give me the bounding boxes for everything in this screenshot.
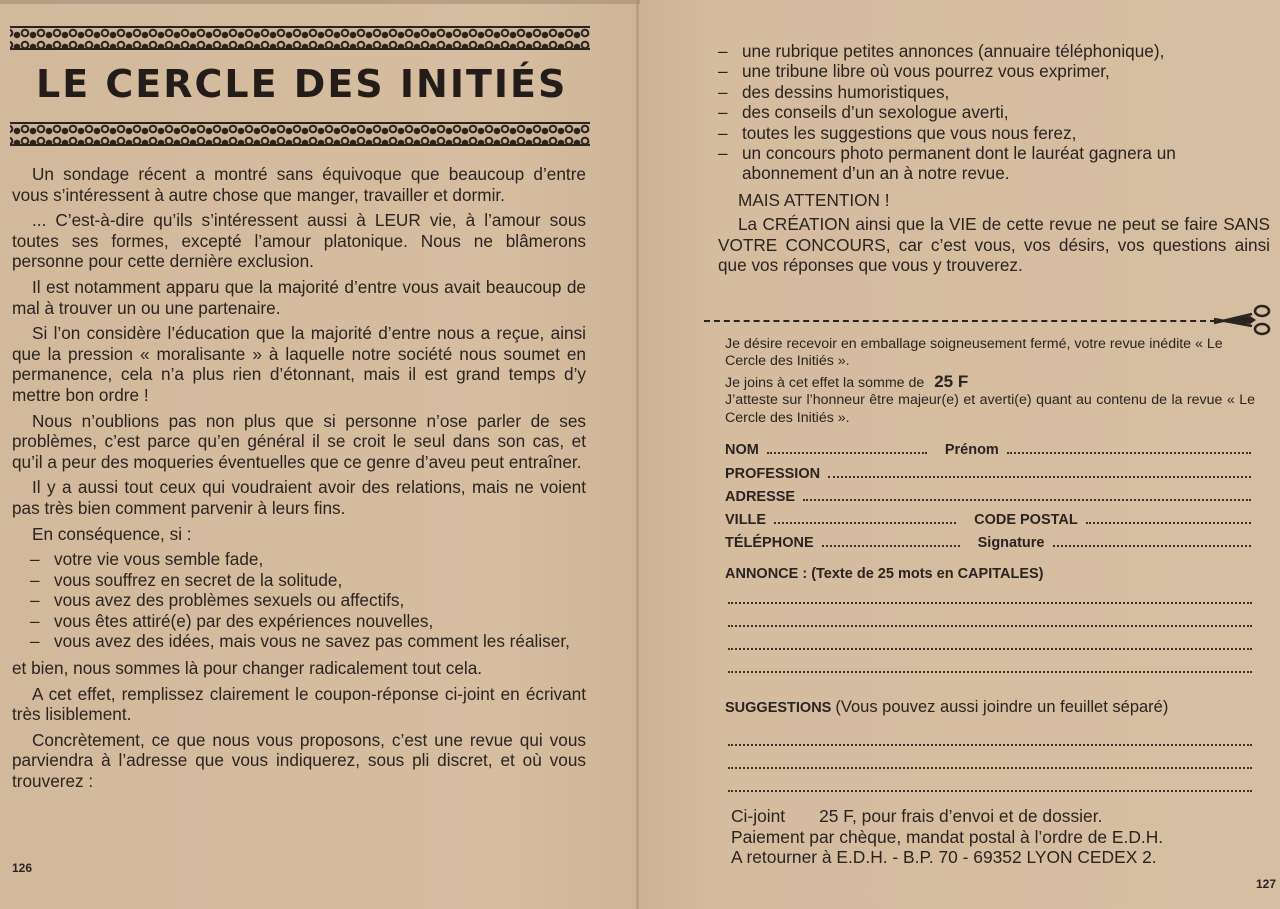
list-item: – un concours photo permanent dont le lauréat gagnera un abonnement d’un an à notre revue. [718,143,1270,184]
page-number: 126 [12,861,33,875]
ornamental-border-top [10,26,590,50]
coupon-amount-line [725,373,1255,392]
page-title: LE CERCLE DES INITIÉS [36,62,568,106]
ornamental-border-bottom [10,122,590,146]
attention-heading: MAIS ATTENTION ! [738,189,890,210]
prenom-field[interactable] [1007,438,1251,454]
coupon-amount: 25 F [934,371,969,391]
footer-ci-joint: Ci-joint [731,806,786,826]
paragraph: A cet effet, remplissez clairement le coupon-réponse ci-joint en écrivant très lisiblement. [12,683,586,725]
nom-field[interactable] [767,438,927,454]
list-item: – vous souffrez en secret de la solitude, [12,570,586,591]
suggestions-line[interactable] [728,767,1252,769]
nom-label: NOM [725,442,759,458]
list-item: – vous avez des problèmes sexuels ou affectifs, [12,590,586,611]
coupon-intro [725,336,1255,427]
prenom-label: Prénom [944,442,999,458]
paragraph: Il est notamment apparu que la majorité d’entre vous avait beaucoup de mal à trouver un ou une partenaire. [12,276,586,318]
field-row-adresse [725,485,1255,507]
suggestions-note: (Vous pouvez aussi joindre un feuillet séparé) [835,698,1169,716]
annonce-heading: ANNONCE : (Texte de 25 mots en CAPITALES) [725,566,1044,582]
paragraph: Nous n’oublions pas non plus que si personne n’ose parler de ses problèmes, c’est parce qu’en général il se croit le seul dans son cas, et qu’il a peur des moqueries éventuelles que ce genre d’aveu peut entraîner. [12,410,586,472]
footer-address: A retourner à E.D.H. - B.P. 70 - 69352 LYON CEDEX 2. [731,847,1157,868]
list-item: – vous avez des idées, mais vous ne savez pas comment les réaliser, [12,631,586,652]
ville-field[interactable] [774,508,956,524]
coupon-footer [731,806,1163,868]
paragraph: ... C’est-à-dire qu’ils s’intéressent aussi à LEUR vie, à l’amour sous toutes ses formes, excepté l’amour platonique. Nous ne blâmerons personne pour cette dernière exclusion. [12,210,586,272]
paragraph: Un sondage récent a montré sans équivoque que beaucoup d’entre vous s’intéressent à autre chose que manger, travailler et dormir. [12,164,586,205]
paragraph: En conséquence, si : [32,523,192,544]
footer-payment: Paiement par chèque, mandat postal à l’ordre de E.D.H. [731,826,1164,847]
footer-fees: 25 F, pour frais d’envoi et de dossier. [819,806,1103,826]
top-shadow [0,0,640,4]
annonce-line[interactable] [728,671,1252,673]
signature-label: Signature [977,535,1045,551]
list-item: – une tribune libre où vous pourrez vous exprimer, [718,61,1270,81]
coupon-amount-label: Je joins à cet effet la somme de [725,374,925,391]
code-postal-field[interactable] [1086,508,1251,524]
annonce-line[interactable] [728,602,1252,604]
adresse-field[interactable] [803,485,1251,501]
telephone-field[interactable] [822,531,960,547]
suggestions-heading [725,698,1168,717]
annonce-line[interactable] [728,648,1252,650]
paragraph: Il y a aussi tout ceux qui voudraient avoir des relations, mais ne voient pas très bien comment parvenir à leurs fins. [12,477,586,518]
annonce-line[interactable] [728,625,1252,627]
field-row-telephone [725,531,1255,553]
paragraph: et bien, nous sommes là pour changer radicalement tout cela. [12,658,483,679]
page-number: 127 [1256,877,1277,891]
list-item: – des conseils d’un sexologue averti, [718,102,1270,122]
list-item: – votre vie vous semble fade, [12,549,586,570]
profession-field[interactable] [828,462,1251,478]
book-gutter [636,0,639,909]
paragraph: Concrètement, ce que nous vous proposons, c’est une revue qui vous parviendra à l’adresse que vous indiquerez, sous pli discret, et où vous trouverez : [12,729,586,792]
ville-label: VILLE [725,512,767,528]
suggestions-line[interactable] [728,744,1252,746]
field-row-nom [725,438,1255,460]
article-body [12,164,586,797]
profession-label: PROFESSION [725,466,821,482]
list-item: – des dessins humoristiques, [718,82,1270,102]
paragraph: Si l’on considère l’éducation que la majorité d’entre nous a reçue, ainsi que la pression « moralisante » à laquelle notre société nous soumet en permanence, cela n’a plus rien d’étonnant, mais il est grand temps d’y mettre bon ordre ! [12,323,586,405]
offer-text [718,41,1270,279]
footer-line [731,806,1163,827]
coupon-intro-line: Je désire recevoir en emballage soigneusement fermé, votre revue inédite « Le Cercle des Initiés ». [725,336,1223,370]
attention-paragraph: La CRÉATION ainsi que la VIE de cette revue ne peut se faire SANS VOTRE CONCOURS, car c’est vous, vos désirs, vos questions ainsi que vos réponses que vous y trouverez. [718,214,1270,276]
field-row-profession [725,462,1255,484]
field-row-ville [725,508,1255,530]
suggestions-line[interactable] [728,790,1252,792]
list-item: – vous êtes attiré(e) par des expériences nouvelles, [12,611,586,632]
contents-list [718,41,1270,184]
list-item: – toutes les suggestions que vous nous ferez, [718,123,1270,143]
suggestions-label: SUGGESTIONS [725,700,832,716]
scissors-icon [1212,304,1276,336]
coupon-attestation: J’atteste sur l’honneur être majeur(e) et averti(e) quant au contenu de la revue « Le Cercle des Initiés ». [725,392,1255,426]
coupon-cut-line [704,320,1216,322]
signature-field[interactable] [1053,531,1252,547]
conditions-list [12,549,586,652]
telephone-label: TÉLÉPHONE [725,535,814,551]
list-item: – une rubrique petites annonces (annuaire téléphonique), [718,41,1270,61]
code-postal-label: CODE POSTAL [974,512,1078,528]
adresse-label: ADRESSE [725,489,796,505]
